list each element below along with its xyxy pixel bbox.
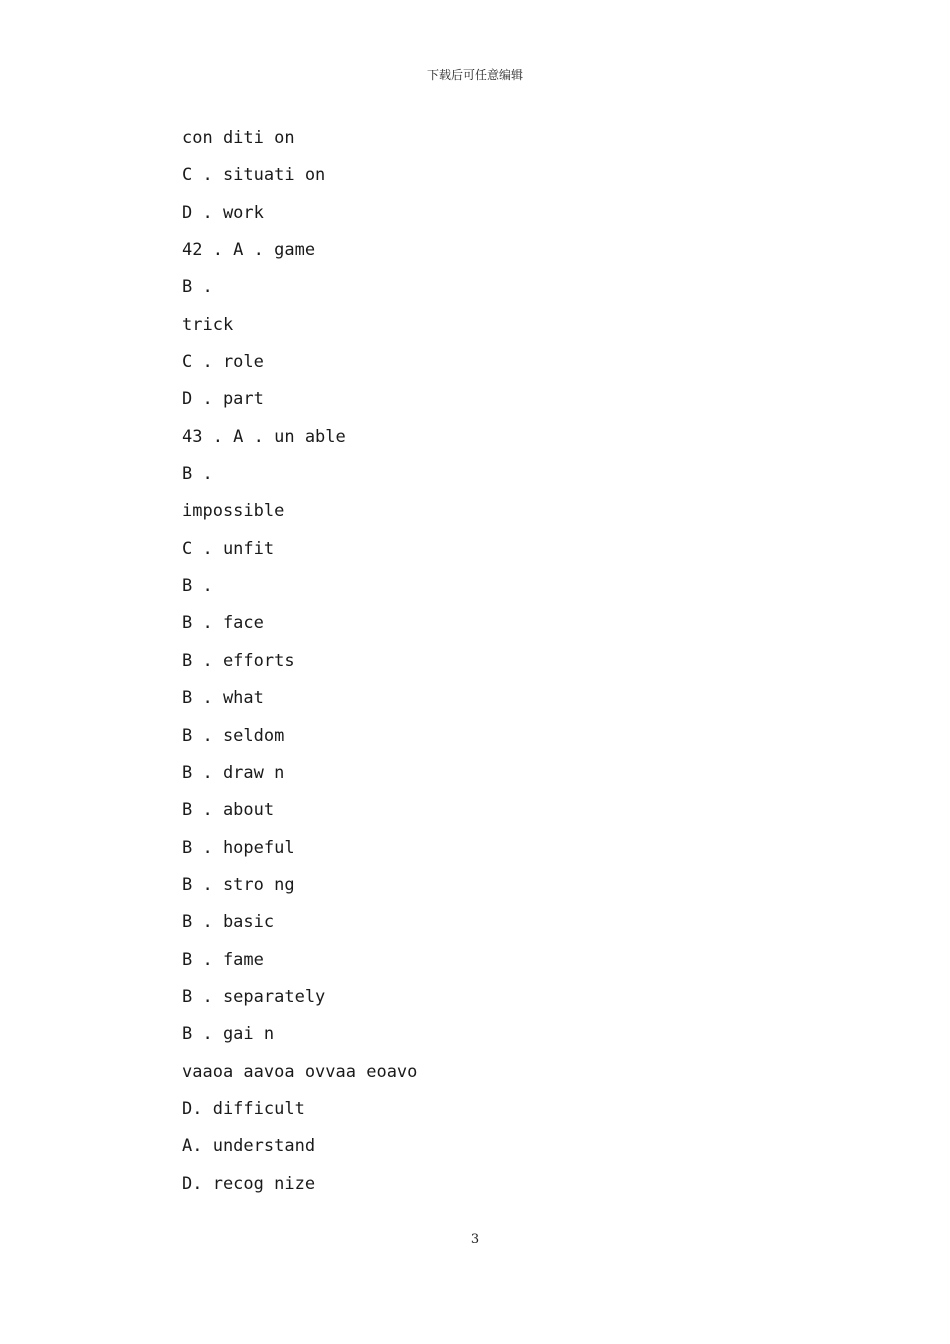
text-line: D. difficult — [182, 1098, 305, 1119]
text-line: B . efforts — [182, 650, 295, 671]
text-line: C . unfit — [182, 538, 275, 559]
text-line: A. understand — [182, 1136, 316, 1157]
text-line: impossible — [182, 501, 285, 522]
text-line: 42 . A . game — [182, 240, 316, 261]
text-line: D. recog nize — [182, 1173, 316, 1194]
text-line: B . stro ng — [182, 874, 295, 895]
text-line: B . what — [182, 688, 264, 709]
text-line: B . basic — [182, 912, 275, 933]
text-line: C . role — [182, 352, 264, 373]
text-line: C . situati on — [182, 165, 326, 186]
text-line: trick — [182, 314, 234, 335]
text-line: B . separately — [182, 986, 326, 1007]
text-line: B . seldom — [182, 725, 285, 746]
text-line: B . gai n — [182, 1024, 275, 1045]
text-line: B . hopeful — [182, 837, 295, 858]
text-line: D . part — [182, 389, 264, 410]
text-line: B . about — [182, 800, 275, 821]
page-number: 3 — [470, 1232, 480, 1247]
text-line: B . — [182, 464, 213, 485]
text-line: B . draw n — [182, 762, 285, 783]
text-line: B . — [182, 277, 213, 298]
text-line: B . fame — [182, 949, 264, 970]
text-line: 43 . A . un able — [182, 426, 346, 447]
text-line: B . face — [182, 613, 264, 634]
text-line: con diti on — [182, 128, 295, 148]
document-body — [182, 125, 782, 1208]
text-line: B . — [182, 576, 213, 597]
page-header: 下载后可任意编辑 — [426, 68, 523, 82]
text-line: vaaoa aavoa ovvaa eoavo — [182, 1061, 418, 1082]
text-line: D . work — [182, 202, 264, 223]
